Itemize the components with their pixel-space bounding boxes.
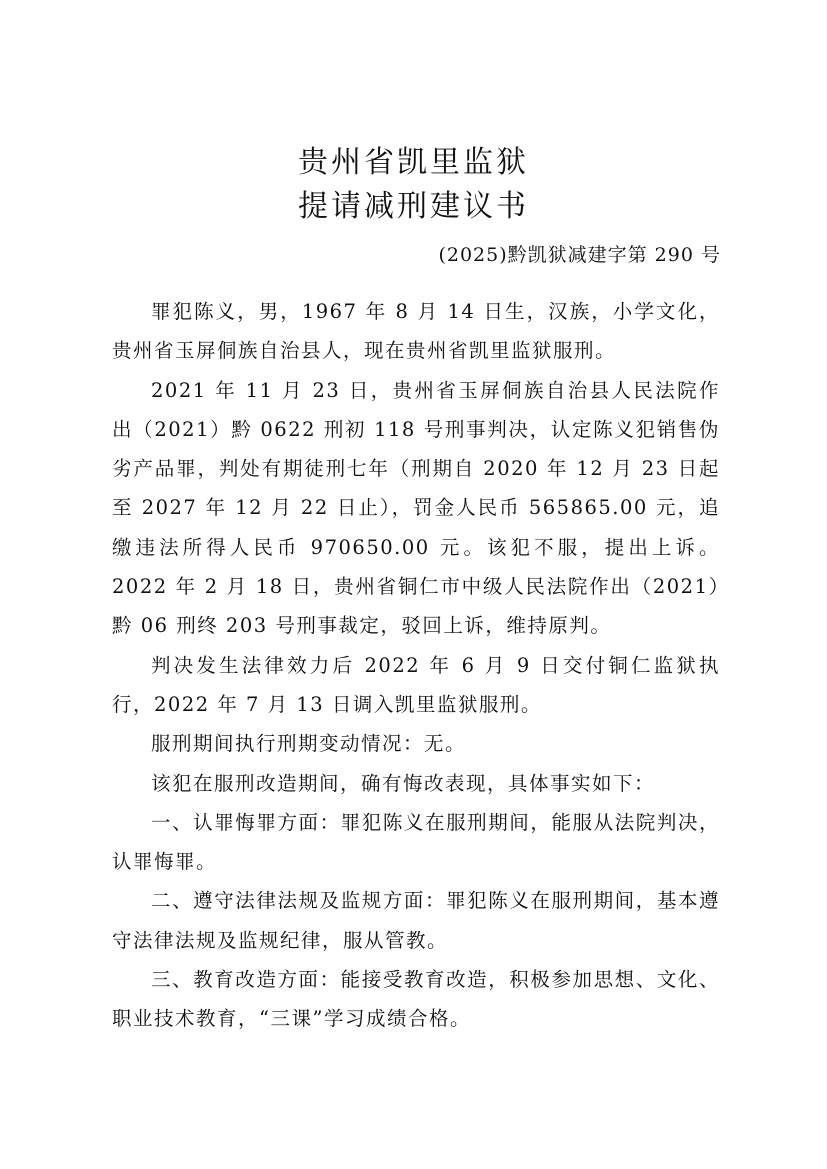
document-title-org: 贵州省凯里监狱 [298,145,529,180]
paragraph-term-change: 服刑期间执行刑期变动情况：无。 [151,732,467,756]
paragraph-criminal-info: 罪犯陈义，男，1967 年 8 月 14 日生，汉族，小学文化，贵州省玉屏侗族自治县人，现在贵州省凯里监狱服刑。 [112,300,720,363]
paragraph-repentance-intro: 该犯在服刑改造期间，确有悔改表现，具体事实如下： [151,771,656,795]
paragraph-judgment: 2021 年 11 月 23 日，贵州省玉屏侗族自治县人民法院作出（2021）黔 0622 刑初 118 号刑事判决，认定陈义犯销售伪劣产品罪，判处有期徒刑七年（刑期自 2020 年 12 月 23 日起至 2027 年 12 月 22 日止），罚金人民币 565865.00 元，追缴违法所得人民币 970650.00 元。该犯不服，提出上诉。2022 年 2 月 18 日，贵州省铜仁市中级人民法院作出（2021）黔 06 刑终 203 号刑事裁定，驳回上诉，维持原判。 [112,378,720,638]
paragraph-admit-guilt: 一、认罪悔罪方面：罪犯陈义在服刑期间，能服从法院判决，认罪悔罪。 [112,810,720,874]
paragraph-execution: 判决发生法律效力后 2022 年 6 月 9 日交付铜仁监狱执行，2022 年 7 月 13 日调入凯里监狱服刑。 [112,653,720,716]
paragraph-obey-rules: 二、遵守法律法规及监规方面：罪犯陈义在服刑期间，基本遵守法律法规及监规纪律，服从管教。 [112,889,720,952]
paragraph-education: 三、教育改造方面：能接受教育改造，积极参加思想、文化、职业技术教育，“三课”学习成绩合格。 [112,968,720,1031]
document-title-type: 提请减刑建议书 [298,189,529,224]
document-body [112,292,720,1039]
document-number: (2025)黔凯狱减建字第 290 号 [438,244,721,266]
